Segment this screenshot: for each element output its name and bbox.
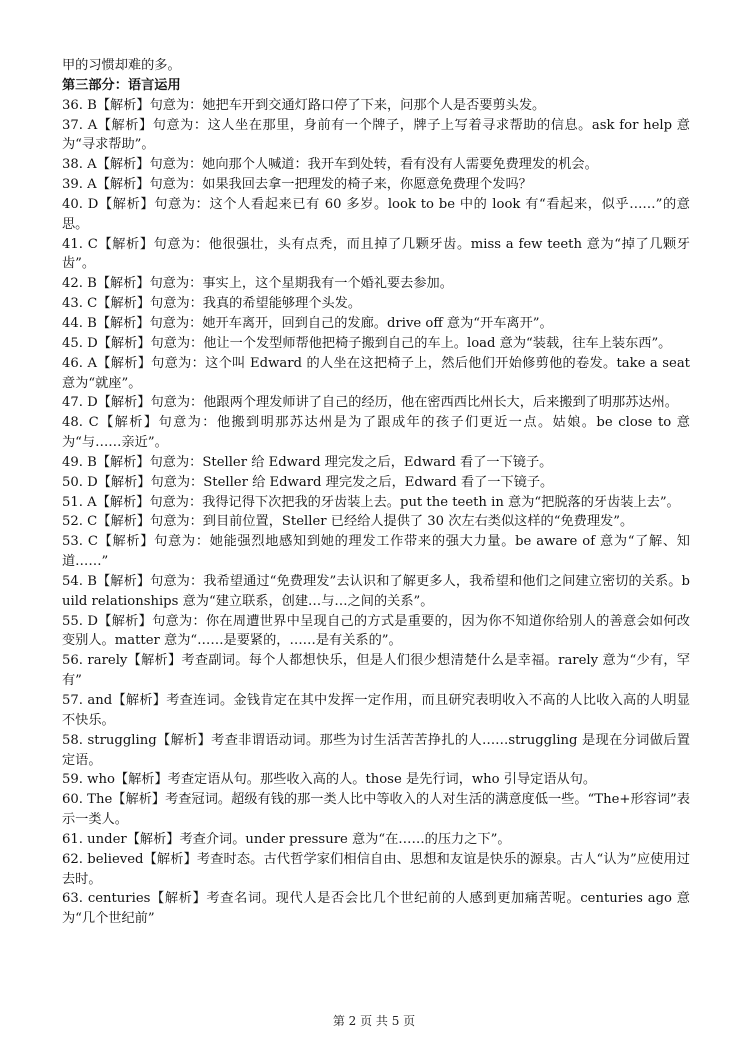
answer-item-63: 63. centuries【解析】考查名词。现代人是否会比几个世纪前的人感到更加痛苦呢。centuries ago 意为“几个世纪前” [62, 891, 690, 927]
answer-item-60: 60. The【解析】考查冠词。超级有钱的那一类人比中等收入的人对生活的满意度低一些。“The+形容词”表示一类人。 [62, 792, 690, 828]
answer-item-44: 44. B【解析】句意为：她开车离开，回到自己的发廊。drive off 意为“开车离开”。 [62, 315, 553, 331]
answer-item-41: 41. C【解析】句意为：他很强壮，头有点秃，而且掉了几颗牙齿。miss a few teeth 意为“掉了几颗牙齿”。 [62, 236, 690, 272]
answer-item-62: 62. believed【解析】考查时态。古代哲学家们相信自由、思想和友谊是快乐的源泉。古人“认为”应使用过去时。 [62, 851, 690, 887]
answer-item-56: 56. rarely【解析】考查副词。每个人都想快乐，但是人们很少想清楚什么是幸福。rarely 意为“少有，罕有” [62, 653, 690, 689]
answer-item-37: 37. A【解析】句意为：这人坐在那里，身前有一个牌子，牌子上写着寻求帮助的信息。ask for help 意为“寻求帮助”。 [62, 117, 690, 153]
answer-item-57: 57. and【解析】考查连词。金钱肯定在其中发挥一定作用，而且研究表明收入不高的人比收入高的人明显不快乐。 [62, 693, 690, 728]
answer-item-47: 47. D【解析】句意为：他跟两个理发师讲了自己的经历，他在密西西比州长大，后来搬到了明那苏达州。 [62, 395, 678, 411]
answer-item-54: 54. B【解析】句意为：我希望通过“免费理发”去认识和了解更多人，我希望和他们之间建立密切的关系。build relationships 意为“建立联系，创建…与…之间的关系”。 [62, 573, 690, 609]
answer-item-53: 53. C【解析】句意为：她能强烈地感知到她的理发工作带来的强大力量。be aware of 意为“了解、知道……” [62, 534, 690, 570]
answer-item-46: 46. A【解析】句意为：这个叫 Edward 的人坐在这把椅子上，然后他们开始修剪他的卷发。take a seat 意为“就座”。 [62, 355, 690, 391]
answer-item-50: 50. D【解析】句意为：Steller 给 Edward 理完发之后，Edward 看了一下镜子。 [62, 474, 554, 490]
answer-item-36: 36. B【解析】句意为：她把车开到交通灯路口停了下来，问那个人是否要剪头发。 [62, 97, 546, 113]
answer-item-40: 40. D【解析】句意为：这个人看起来已有 60 多岁。look to be 中的 look 有“看起来，似乎……”的意思。 [62, 196, 690, 232]
answer-item-58: 58. struggling【解析】考查非谓语动词。那些为讨生活苦苦挣扎的人……struggling 是现在分词做后置定语。 [62, 732, 690, 768]
answer-item-52: 52. C【解析】句意为：到目前位置，Steller 已经给人提供了 30 次左右类似这样的“免费理发”。 [62, 514, 634, 530]
answer-item-42: 42. B【解析】句意为：事实上，这个星期我有一个婚礼要去参加。 [62, 276, 453, 292]
section-heading: 第三部分：语言运用 [62, 77, 181, 93]
answer-item-51: 51. A【解析】句意为：我得记得下次把我的牙齿装上去。put the teeth in 意为“把脱落的牙齿装上去”。 [62, 494, 680, 510]
answer-item-45: 45. D【解析】句意为：他让一个发型师帮他把椅子搬到自己的车上。load 意为“装载，往车上装东西”。 [62, 335, 672, 351]
answer-item-48: 48. C【解析】句意为：他搬到明那苏达州是为了跟成年的孩子们更近一点。姑娘。be close to 意为“与……亲近”。 [62, 415, 690, 451]
answer-item-43: 43. C【解析】句意为：我真的希望能够理个头发。 [62, 296, 362, 312]
answer-item-59: 59. who【解析】考查定语从句。那些收入高的人。those 是先行词，who 引导定语从句。 [62, 772, 597, 788]
answer-item-39: 39. A【解析】句意为：如果我回去拿一把理发的椅子来，你愿意免费理个发吗？ [62, 177, 532, 193]
answer-item-61: 61. under【解析】考查介词。under pressure 意为“在……的压力之下”。 [62, 831, 511, 847]
page-footer: 第 2 页 共 5 页 [332, 1014, 416, 1028]
answer-list [62, 96, 690, 929]
answer-item-55: 55. D【解析】句意为：你在周遭世界中呈现自己的方式是重要的，因为你不知道你给别人的善意会如何改变别人。matter 意为“……是要紧的，……是有关系的”。 [62, 613, 690, 649]
answer-item-49: 49. B【解析】句意为：Steller 给 Edward 理完发之后，Edward 看了一下镜子。 [62, 454, 553, 470]
intro-line: 甲的习惯却难的多。 [62, 58, 181, 73]
answer-item-38: 38. A【解析】句意为：她向那个人喊道：我开车到处转，看有没有人需要免费理发的机会。 [62, 157, 598, 173]
